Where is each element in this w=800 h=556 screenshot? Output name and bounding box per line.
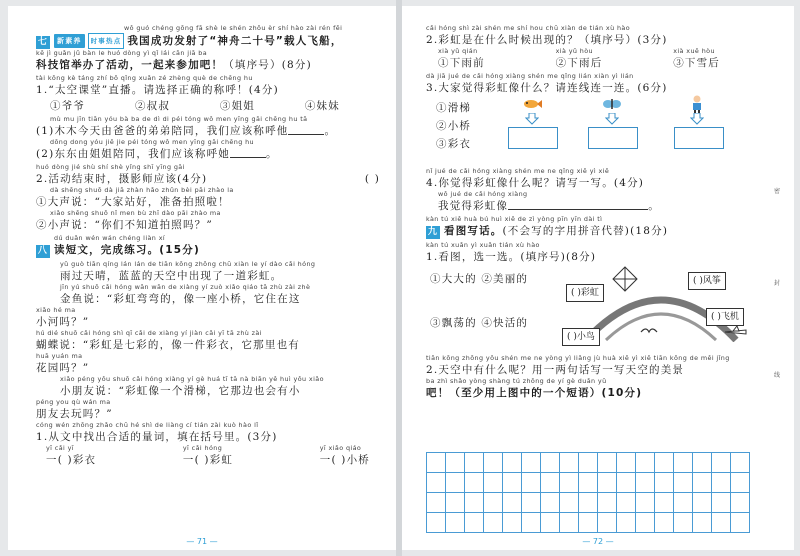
s9-q1-pinyin: kàn tú xuǎn yì xuǎn tián xù hào [426,241,540,249]
s7-intro-pinyin-2: kē jì guǎn jǔ bàn le huó dòng yì qǐ lái cān jiā ba [36,49,208,57]
answer-paren[interactable]: ( ) [364,173,380,185]
option-text: ③下雪后 [673,57,720,69]
measure-word-item[interactable] [183,444,233,467]
passage-pinyin-7: péng you qù wán ma [36,398,111,406]
option-3[interactable] [673,47,720,70]
s7-q1b-line: (2)东东由姐姐陪同，我们应该称呼她 。 [36,148,278,160]
item-pinyin: yī cǎi hóng [182,444,223,452]
measure-word-item[interactable] [46,444,96,467]
butterfly-icon [602,97,622,111]
s9-q2b-pinyin: ba zhì shǎo yòng shàng tú zhōng de yí gè duǎn yǔ [426,377,607,385]
s7-q2b-pinyin: xiǎo shēng shuō nǐ men bù zhī dào pāi zhào ma [50,209,221,217]
section-number-badge: 八 [37,246,49,256]
r-q4b-text: 我觉得彩虹像 [438,200,509,212]
r-q3 [426,72,760,165]
grid-row [427,453,750,473]
section-number-badge: 七 [37,37,49,47]
s7-q1-text: 1.“太空课堂”直播。请选择正确的称呼！(4分) [36,84,279,96]
r-q4b-line: 我觉得彩虹像 。 [438,200,660,212]
option-1[interactable] [438,47,485,70]
option-4: ④妹妹 [304,100,340,112]
section-number-badge: 九 [427,227,439,237]
option-text: ②下雨后 [555,57,603,69]
s8-q1-pinyin: cóng wén zhōng zhǎo chū hé shì de liàng cí tián zài kuò hào lǐ [36,421,259,429]
s7-q1b-text: (2)东东由姐姐陪同，我们应该称呼她 [36,148,230,160]
passage-pinyin-5: huā yuán ma [36,352,83,360]
rainbow-answer-box[interactable]: ( )彩虹 [566,284,604,302]
r-q2-options [426,47,760,70]
s7-q2 [36,163,380,232]
measure-word-item[interactable] [320,444,370,467]
left-page [8,6,396,550]
r-q3-match-area [426,95,760,165]
answer-box[interactable] [508,127,558,149]
item-text: 一( )彩衣 [46,454,97,466]
passage-line-3: 小河吗？” [36,316,90,328]
answer-blank[interactable] [508,199,648,210]
s7-q2b-text: ②小声说：“你们不知道拍照吗？” [36,219,213,231]
s7-q1-options [36,97,380,115]
passage-line-1: 雨过天晴，蓝蓝的天空中出现了一道彩虹。 [60,270,283,282]
seal-line-char-1: 密 [773,188,780,195]
match-option-1[interactable]: ①滑梯 [436,102,472,114]
down-arrow-icon [690,113,704,125]
passage-line-5: 花园吗？” [36,362,90,374]
passage-line-7: 朋友去玩吗？” [36,408,113,420]
grid-row [427,493,750,513]
s7-q2-text: 2.活动结束时，摄影师应该(4分) [36,173,208,185]
s7-q1 [36,74,380,161]
s7-q2a-text: ①大声说：“大家站好，准备拍照啦！ [36,196,230,208]
r-q4 [426,167,760,213]
option-pinyin: xià yǔ qián [438,47,478,55]
passage-line-6: 小朋友说：“彩虹像一个滑梯，它那边也会有小 [60,385,301,397]
writing-grid[interactable] [426,452,750,533]
phrase-options-2: ③飘荡的 ④快活的 [430,317,529,329]
seal-line-char-3: 线 [773,372,780,379]
s8-q1 [36,421,380,467]
page-number: — 72 — [582,537,614,546]
airplane-icon [724,326,748,338]
match-option-2[interactable]: ②小桥 [436,120,472,132]
grid-row [427,473,750,493]
s7-q1-pinyin: tài kōng kè táng zhí bō qǐng xuǎn zé zhèng què de chēng hu [36,74,253,82]
s7-q2-line [36,172,380,186]
s7-q1a-text: (1)木木今天由爸爸的弟弟陪同，我们应该称呼他 [36,125,289,137]
left-column [36,24,380,467]
s9-header [426,215,760,239]
kite-answer-box[interactable]: ( )风筝 [688,272,726,290]
option-3: ③姐姐 [219,100,256,112]
page-number: — 71 — [186,537,218,546]
s7-intro-score: （填序号）(8分) [223,59,312,71]
answer-box[interactable] [674,127,724,149]
r-q3-pinyin: dà jiā jué de cǎi hóng xiàng shén me qǐng lián xiàn yì lián [426,72,634,80]
r-q2 [426,24,760,70]
match-option-3[interactable]: ③彩衣 [436,138,472,150]
r-q4-text: 4.你觉得彩虹像什么呢？请写一写。(4分) [426,177,645,189]
option-text: ①下雨前 [438,57,485,69]
answer-blank[interactable] [230,147,266,158]
s7-intro-line-2 [36,58,380,72]
s9-q2-pinyin: tiān kōng zhōng yǒu shén me ne yòng yì liǎng jù huà xiě yì xiě tiān kōng de měi jǐng [426,354,730,362]
s7-intro-text-2: 科技馆举办了活动，一起来参加吧！ [36,59,224,71]
s7-intro-text-1: 我国成功发射了“神舟二十号”载人飞船， [127,35,343,47]
option-2[interactable] [556,47,603,70]
bird-answer-box[interactable]: ( )小鸟 [562,328,600,346]
s9-q1 [426,241,760,352]
s8-passage [36,260,380,421]
s7-q1b-pinyin: dōng dong yóu jiě jie péi tóng wǒ men yīng gāi chēng hu [50,138,254,146]
s7-intro [36,24,380,72]
s9-q2-text: 2.天空中有什么呢？用一两句话写一写天空的美景 [426,364,685,376]
item-text: 一( )小桥 [319,454,370,466]
bird-icon [640,326,658,338]
airplane-answer-box[interactable]: ( )飞机 [706,308,744,326]
s9-pinyin: kàn tú xiě huà bú huì xiě de zì yòng pīn yīn dài tì [426,215,603,223]
s8-header [36,234,380,258]
s8-q1-text: 1.从文中找出合适的量词，填在括号里。(3分) [36,431,278,443]
s8-title [36,243,380,258]
right-page [402,6,794,550]
child-icon [690,95,704,113]
passage-pinyin-6: xiǎo péng yǒu shuō cǎi hóng xiàng yí gè huá tī tā nà biān yě huì yǒu xiǎo [60,375,324,383]
tag-current-events: 时事热点 [88,33,125,49]
s7-intro-line-1 [36,33,380,49]
grid-row [427,513,750,533]
option-1: ①爷爷 [50,100,86,112]
r-q2-pinyin: cǎi hóng shì zài shén me shí hou chū xiàn de tián xù hào [426,24,631,32]
r-q4-pinyin: nǐ jué de cǎi hóng xiàng shén me ne qǐng xiě yì xiě [426,167,610,175]
passage-pinyin-3: xiǎo hé ma [36,306,76,314]
r-q4b-pinyin: wǒ jué de cǎi hóng xiàng [438,190,528,198]
s9-title [426,224,760,239]
right-column [426,24,760,402]
tag-new-literacy: 新素养 [54,34,85,48]
passage-line-2: 金鱼说：“彩虹弯弯的，像一座小桥，它住在这 [60,293,301,305]
answer-box[interactable] [588,127,638,149]
option-2: ②叔叔 [134,100,171,112]
s7-q2-pinyin: huó dòng jié shù shí shè yǐng shī yīng gāi [36,163,185,171]
s8-pinyin: dú duǎn wén wán chéng liàn xí [54,234,166,242]
s7-q1a-pinyin: mù mu jīn tiān yóu bà ba de dì di péi tóng wǒ men yīng gāi chēng hu tā [50,115,308,123]
r-q3-text: 3.大家觉得彩虹像什么？请连线连一连。(6分) [426,82,668,94]
answer-blank[interactable] [288,124,324,135]
fish-icon [522,97,542,111]
s9-title-note: (不会写的字用拼音代替)(18分) [502,225,669,237]
seal-line-char-2: 封 [773,280,780,287]
s7-intro-pinyin-1: wǒ guó chéng gōng fā shè le shén zhōu èr shí hào zài rén fēi [124,24,343,32]
down-arrow-icon [525,113,539,125]
passage-line-4: 蝴蝶说：“彩虹是七彩的，像一件彩衣，它那里也有 [36,339,300,351]
phrase-options-1: ①大大的 ②美丽的 [430,273,529,285]
option-pinyin: xià yǔ hòu [555,47,593,55]
item-pinyin: yī xiǎo qiáo [319,444,362,452]
item-pinyin: yī cǎi yī [46,444,74,452]
s8-title-text: 读短文，完成练习。(15分) [54,244,201,256]
s9-title-text: 看图写话。 [444,225,503,237]
passage-pinyin-4: hú dié shuō cǎi hóng shì qī cǎi de xiàng yí jiàn cǎi yī tā zhù zài [36,329,262,337]
item-text: 一( )彩虹 [182,454,234,466]
s7-q1a-line: (1)木木今天由爸爸的弟弟陪同，我们应该称呼他 。 [36,125,337,137]
s8-q1-items [36,444,380,467]
passage-pinyin-2: jīn yú shuō cǎi hóng wān wān de xiàng yí zuò xiǎo qiáo tā zhù zài zhè [60,283,311,291]
s9-picture-area [426,264,760,352]
kite-icon [612,266,638,292]
s9-q1-text: 1.看图，选一选。(填序号)(8分) [426,251,597,263]
down-arrow-icon [605,113,619,125]
r-q2-text: 2.彩虹是在什么时候出现的？（填序号）(3分) [426,34,668,46]
s9-q2 [426,354,760,400]
passage-pinyin-1: yǔ guò tiān qíng lán lán de tiān kōng zhōng chū xiàn le yí dào cǎi hóng [60,260,316,268]
s9-q2b-text: 吧！（至少用上图中的一个短语）(10分) [426,387,643,399]
s7-q2a-pinyin: dà shēng shuō dà jiā zhàn hǎo zhǔn bèi pāi zhào la [50,186,234,194]
option-pinyin: xià xuě hòu [673,47,715,55]
